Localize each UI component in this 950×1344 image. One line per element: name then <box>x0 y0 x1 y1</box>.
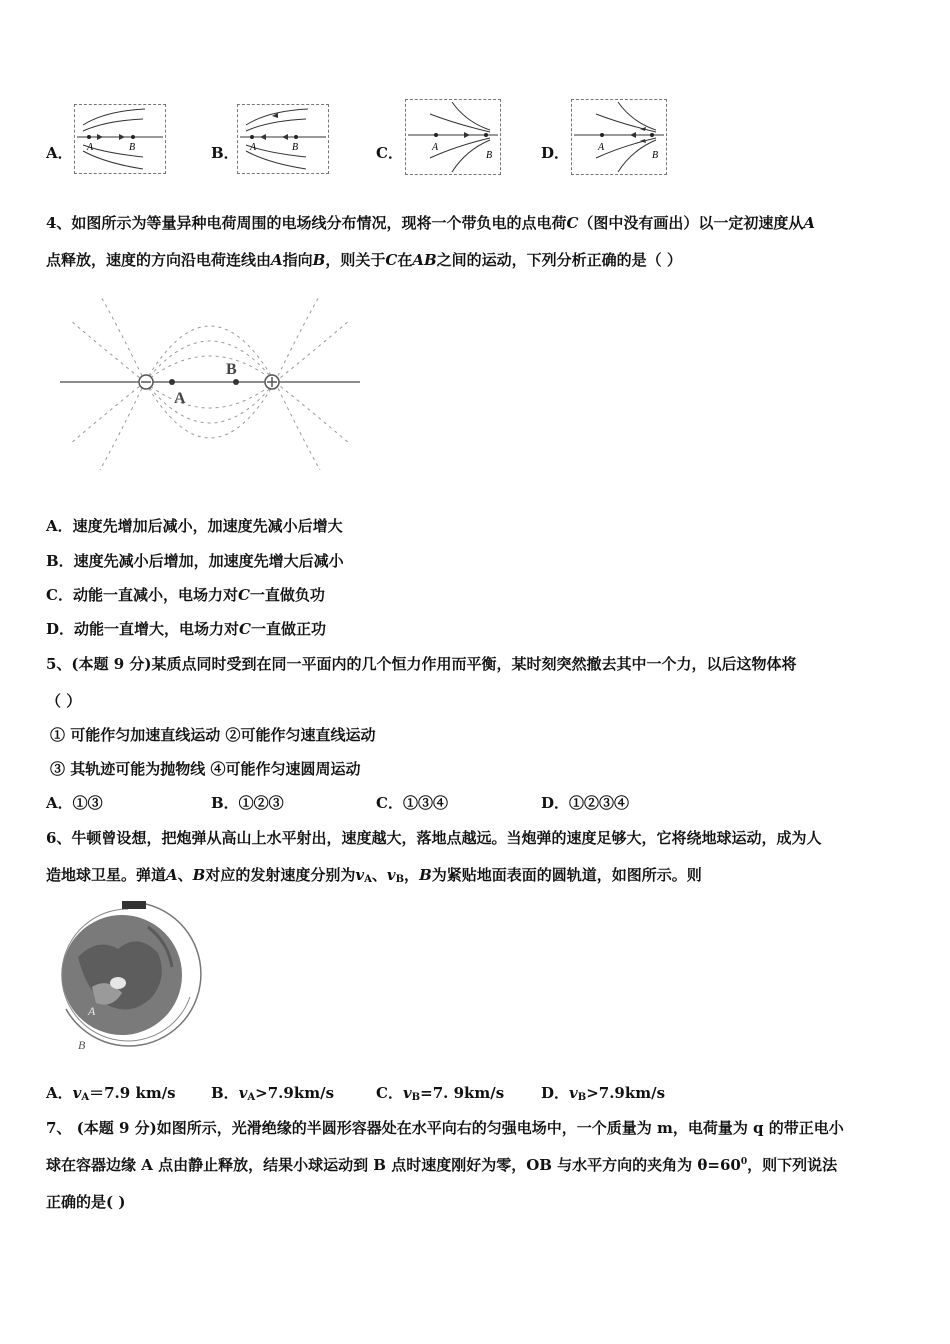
q3-a-point-a: A <box>87 142 94 153</box>
q5-statement-line-2: ③ 其轨迹可能为抛物线 ④可能作匀速圆周运动 <box>50 760 361 778</box>
q3-option-a-letter[interactable]: A． <box>46 144 73 162</box>
q4-stem-line-2: 点释放，速度的方向沿电荷连线由A指向B，则关于C在AB之间的运动，下列分析正确的是（ ） <box>46 251 682 269</box>
q3-b-point-a: A <box>250 142 257 153</box>
q5-option-d[interactable]: D．①②③④ <box>541 794 630 812</box>
q4-fig-label-a: A <box>174 390 186 407</box>
q3-c-point-a: A <box>432 142 439 153</box>
q5-stem-line-1: 5、(本题 9 分)某质点同时受到在同一平面内的几个恒力作用而平衡，某时刻突然撤去其中一个力，以后这物体将 <box>46 655 797 673</box>
q3-option-d-letter[interactable]: D． <box>541 144 570 162</box>
q3-a-point-b: B <box>129 142 136 153</box>
q6-option-c[interactable]: C．$v_B=7$. 9km/s <box>376 1084 505 1103</box>
q6-earth-orbit-figure <box>48 897 208 1057</box>
q3-option-c-letter[interactable]: C． <box>376 144 403 162</box>
q5-stem-line-2: （ ） <box>46 692 82 710</box>
q6-option-d[interactable]: D．$v_B>7.9km/s$ <box>541 1084 666 1103</box>
q6-fig-label-a: A <box>88 1004 96 1018</box>
q7-stem-line-3: 正确的是( ) <box>46 1193 126 1211</box>
q5-option-c[interactable]: C．①③④ <box>376 794 448 812</box>
q5-option-b[interactable]: B．①②③ <box>211 794 284 812</box>
q4-option-d[interactable]: D．动能一直增大，电场力对C一直做正功 <box>46 620 326 638</box>
q6-option-b[interactable]: B．$v_A>7.9km/s$ <box>211 1084 335 1103</box>
q3-figure-c <box>405 99 501 175</box>
q4-option-c[interactable]: C．动能一直减小，电场力对C一直做负功 <box>46 586 325 604</box>
q6-option-a[interactable]: A．$v_A=7.9$ km/s <box>46 1084 176 1103</box>
q3-d-point-a: A <box>598 142 605 153</box>
q6-stem-line-1: 6、牛顿曾设想，把炮弹从高山上水平射出，速度越大，落地点越远。当炮弹的速度足够大，它将绕地球运动，成为人 <box>46 829 822 847</box>
q3-figure-d <box>571 99 667 175</box>
q3-c-point-b: B <box>486 150 493 161</box>
q4-stem-line-1: 4、如图所示为等量异种电荷周围的电场线分布情况，现将一个带负电的点电荷C（图中没有画出）以一定初速度从A <box>46 214 816 232</box>
q4-option-b[interactable]: B．速度先减小后增加，加速度先增大后减小 <box>46 552 344 570</box>
q7-stem-line-1: 7、 (本题 9 分)如图所示，光滑绝缘的半圆形容器处在水平向右的匀强电场中，一个质量为 m，电荷量为 q 的带正电小 <box>46 1119 844 1137</box>
q4-option-a[interactable]: A．速度先增加后减小，加速度先减小后增大 <box>46 517 343 535</box>
q3-figure-a <box>74 104 166 174</box>
q3-d-point-b: B <box>652 150 659 161</box>
q5-option-a[interactable]: A．①③ <box>46 794 103 812</box>
q5-statement-line-1: ① 可能作匀加速直线运动 ②可能作匀速直线运动 <box>50 726 376 744</box>
q7-stem-line-2: 球在容器边缘 A 点由静止释放，结果小球运动到 B 点时速度刚好为零，OB 与水平方向的夹角为 $\theta=60^0$，则下列说法 <box>46 1156 838 1174</box>
q6-fig-label-b: B <box>78 1038 86 1052</box>
q3-figure-b <box>237 104 329 174</box>
q3-b-point-b: B <box>292 142 299 153</box>
q3-option-b-letter[interactable]: B． <box>211 144 239 162</box>
q4-dipole-field-figure <box>60 290 360 475</box>
q4-fig-label-b: B <box>226 361 237 378</box>
q6-stem-line-2: 造地球卫星。弹道A、B对应的发射速度分别为$v_A$、$v_B$，B为紧贴地面表面的圆轨道，如图所示。则 <box>46 866 702 885</box>
